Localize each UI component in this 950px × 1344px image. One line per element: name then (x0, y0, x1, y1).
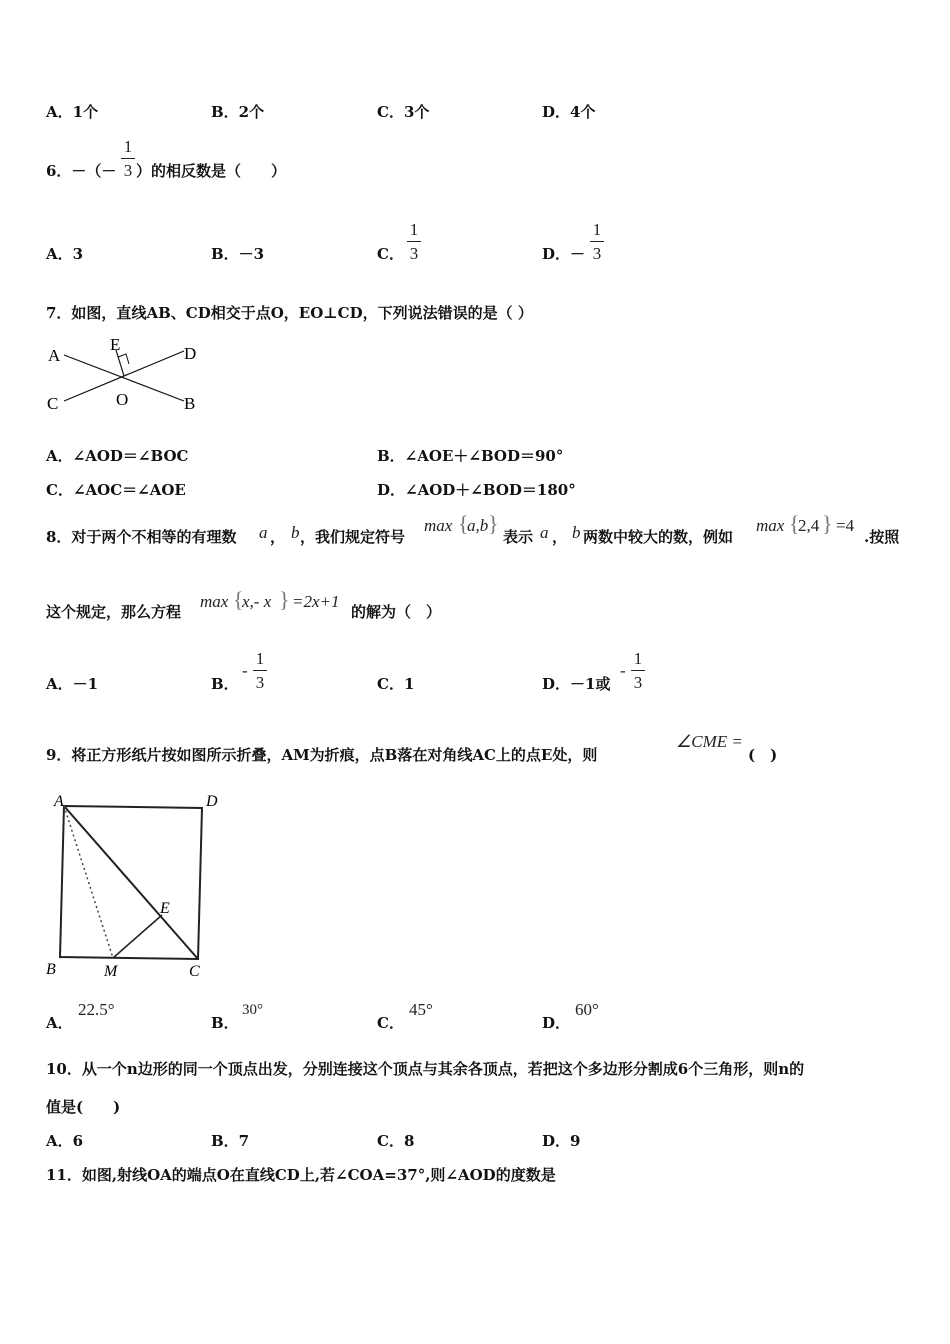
q10-option-a: A．6 (46, 1132, 84, 1150)
q7-label-d: D (184, 344, 197, 363)
q8-brace-close-3: } (279, 587, 290, 612)
q8-stem-line2-end: 的解为（ ） (351, 603, 442, 621)
q8-brace-open: { (458, 511, 469, 536)
q7-label-a: A (48, 346, 61, 365)
q8-max-ab-label: max (424, 516, 453, 535)
q7-label-b: B (184, 394, 196, 413)
q8-var-a-2: a (540, 523, 549, 542)
q7-label-o: O (116, 390, 129, 409)
q10-stem-line1: 10．从一个n边形的同一个顶点出发，分别连接这个顶点与其余各顶点，若把这个多边形分割成6个三角形，则n的 (46, 1060, 805, 1078)
q7-stem: 7．如图，直线AB、CD相交于点O，EO⊥CD，下列说法错误的是（ ） (46, 304, 533, 322)
q9-label-b: B (46, 961, 56, 978)
q11-stem: 11．如图,射线OA的端点O在直线CD上,若∠COA=37°,则∠AOD的度数是 (46, 1166, 556, 1184)
q8-separator: ， (270, 528, 286, 546)
q9-option-d-value: 60° (575, 1000, 599, 1019)
q5-option-c: C．3个 (377, 103, 430, 121)
q7-label-c: C (47, 394, 59, 413)
q10-option-c: C．8 (377, 1132, 415, 1150)
q8-max-24-args: 2,4 (798, 516, 820, 535)
q8-stem-part1: 8．对于两个不相等的有理数 (46, 528, 237, 546)
q8-equation-rhs: =2x+1 (292, 592, 340, 611)
q9-label-c: C (189, 963, 200, 980)
q8-option-d: D．－1或 (542, 675, 611, 693)
q9-option-c-value: 45° (409, 1000, 433, 1019)
q6-option-c: C． (377, 245, 404, 263)
q9-answer-paren: ( ) (748, 746, 778, 764)
q9-figure (44, 786, 234, 986)
q5-option-a: A．1个 (46, 103, 99, 121)
q9-label-e: E (160, 900, 170, 917)
q8-stem-part2: ，我们规定符号 (300, 528, 406, 546)
q6-option-c-fraction: 1 3 (407, 220, 421, 263)
q6-option-d-fraction: 1 3 (590, 220, 604, 263)
q9-stem: 9．将正方形纸片按如图所示折叠，AM为折痕，点B落在对角线AC上的点E处，则 (46, 746, 598, 764)
q8-option-b: B． (211, 675, 239, 693)
q8-brace-open-2: { (789, 511, 800, 536)
q8-var-b-2: b (572, 523, 581, 542)
q8-stem-line2: 这个规定，那么方程 (46, 603, 182, 621)
q9-option-b-value: 30° (242, 1002, 263, 1018)
q8-option-d-minus: - (620, 661, 626, 680)
q8-brace-open-3: { (233, 587, 244, 612)
q7-option-b: B．∠AOE＋∠BOD＝90° (377, 447, 564, 465)
q10-stem-line2: 值是( ) (46, 1098, 121, 1116)
q7-figure (44, 333, 204, 413)
q8-stem-part3: 表示 (503, 528, 534, 546)
q6-fraction: 1 3 (121, 137, 135, 180)
q8-option-d-fraction: 1 3 (631, 649, 645, 692)
q8-stem-part4: 两数中较大的数，例如 (583, 528, 734, 546)
q8-option-b-fraction: 1 3 (253, 649, 267, 692)
q8-max-x-args: x,- x (242, 592, 272, 611)
q7-option-c: C．∠AOC＝∠AOE (46, 481, 186, 499)
q5-option-b: B．2个 (211, 103, 265, 121)
q8-max-ab-args: a,b (467, 516, 489, 535)
q7-option-d: D．∠AOD＋∠BOD＝180° (377, 481, 576, 499)
q6-stem-suffix: ）的相反数是（ ） (136, 162, 287, 180)
q7-option-a: A．∠AOD＝∠BOC (46, 447, 189, 465)
q9-angle-expression: ∠CME = (676, 732, 743, 751)
q8-option-b-minus: - (242, 661, 248, 680)
q6-option-d: D．－ (542, 245, 586, 263)
q9-label-m: M (104, 963, 118, 980)
q9-label-d: D (206, 793, 218, 810)
q8-option-c: C．1 (377, 675, 415, 693)
q9-option-d: D． (542, 1014, 571, 1032)
q9-option-a-value: 22.5° (78, 1000, 115, 1019)
q9-option-c: C． (377, 1014, 404, 1032)
q8-brace-close-2: } (822, 511, 833, 536)
q6-option-a: A．3 (46, 245, 84, 263)
q8-stem-part5: .按照 (864, 528, 900, 546)
q10-option-d: D．9 (542, 1132, 581, 1150)
q9-option-b: B． (211, 1014, 239, 1032)
q8-max-x-label: max (200, 592, 229, 611)
q10-option-b: B．7 (211, 1132, 250, 1150)
q8-max-24-label: max (756, 516, 785, 535)
q9-label-a: A (54, 793, 64, 810)
q6-option-b: B．－3 (211, 245, 265, 263)
q8-example-result: =4 (836, 516, 855, 535)
q8-separator-2: ， (552, 528, 568, 546)
q8-var-a: a (259, 523, 268, 542)
q9-option-a: A． (46, 1014, 73, 1032)
q7-label-e: E (110, 335, 121, 354)
q5-option-d: D．4个 (542, 103, 596, 121)
q8-brace-close: } (488, 511, 499, 536)
q6-stem-prefix: 6．－（－ (46, 162, 117, 180)
q8-option-a: A．－1 (46, 675, 99, 693)
q8-var-b: b (291, 523, 300, 542)
